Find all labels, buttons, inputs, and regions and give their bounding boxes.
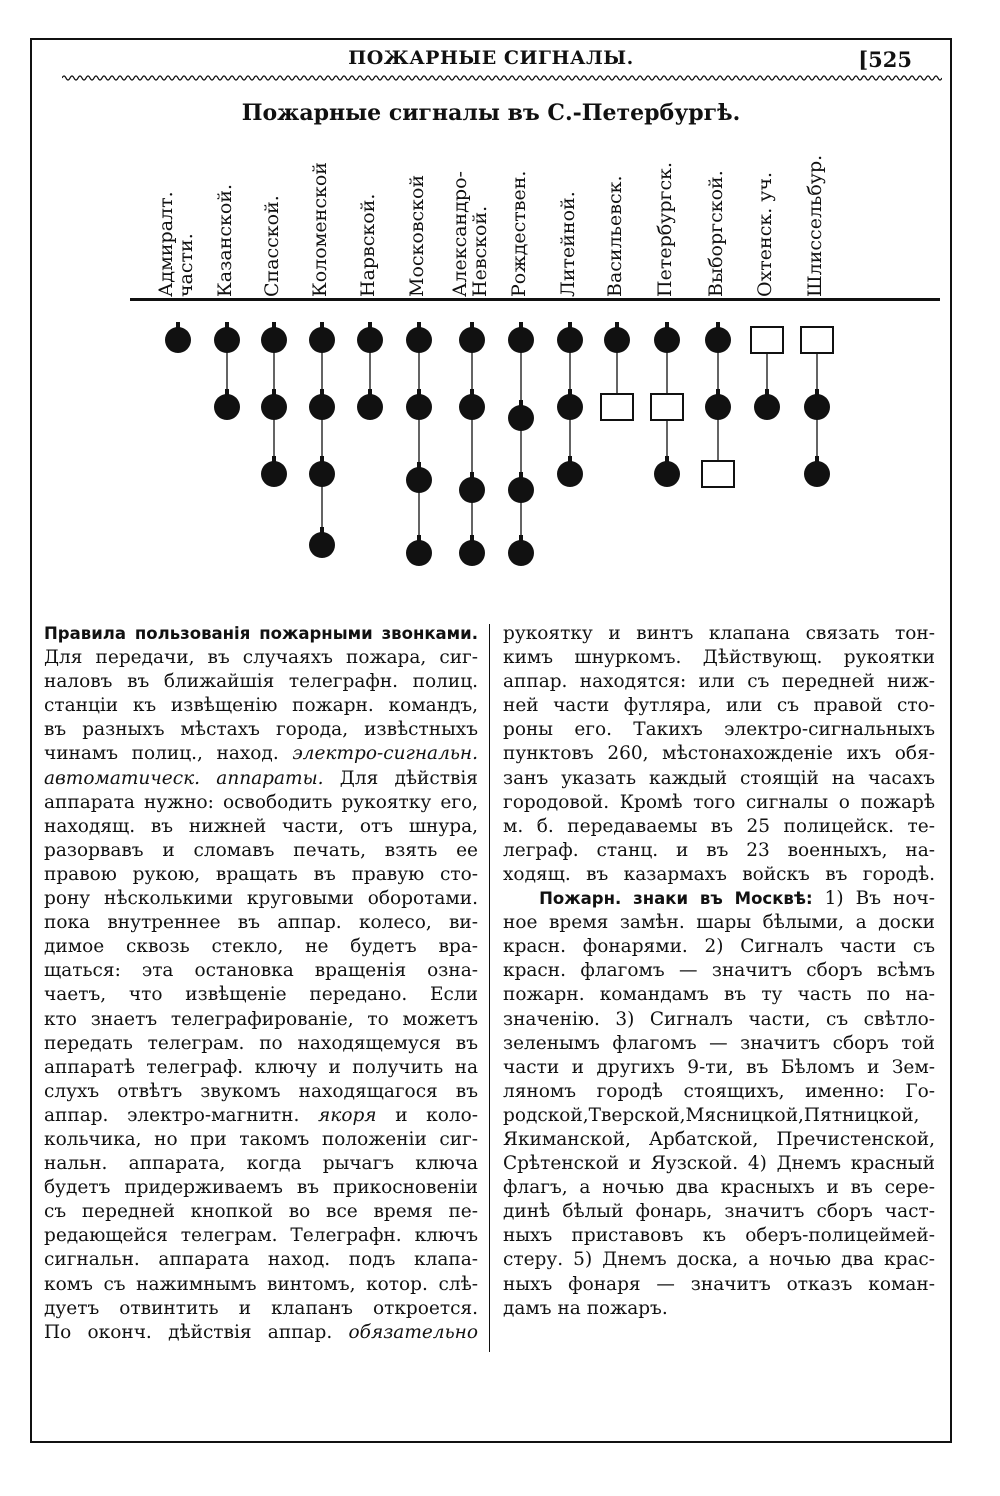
- signal-ball: [357, 389, 383, 420]
- text-line: сигнальн. аппарата наход. подъ клапа-: [44, 1249, 478, 1271]
- text-line: аппар. электро-магнитн. якоря и коло-: [44, 1104, 479, 1126]
- text-line: кимъ шнуркомъ. Дѣйствующ. рукоятки: [503, 647, 935, 669]
- text-line: разорвавъ и сломавъ печать, взять ее: [44, 839, 478, 861]
- signal-ball: [459, 389, 485, 420]
- running-title: ПОЖАРНЫЕ СИГНАЛЫ.: [348, 47, 634, 69]
- signal-ball: [557, 456, 583, 487]
- signal-ball: [406, 322, 432, 353]
- column-header: Спасской.: [261, 195, 283, 297]
- column-header: Шлиссельбур.: [804, 154, 826, 297]
- signal-ball: [508, 322, 534, 353]
- column-header: Васильевск.: [604, 175, 626, 297]
- text-line: флагъ, а ночью два красныхъ и въ сере-: [503, 1177, 935, 1199]
- text-line: стеру. 5) Днемъ доска, а ночью два крас-: [503, 1249, 935, 1271]
- signal-ball: [804, 456, 830, 487]
- text-line: динѣ бѣлый фонарь, значитъ сборъ част-: [503, 1201, 935, 1223]
- signal-ball: [261, 456, 287, 487]
- left-text-column: [44, 622, 478, 1345]
- signal-ball: [309, 527, 335, 558]
- text-line: красн. фонарями. 2) Сигналъ части съ: [503, 936, 935, 958]
- table-title: Пожарные сигналы въ С.-Петербургѣ.: [241, 100, 741, 126]
- text-line: Срѣтенской и Яузской. 4) Днемъ красный: [503, 1153, 935, 1175]
- signal-ball: [406, 535, 432, 566]
- signal-ball: [459, 322, 485, 353]
- column-header: Коломенской: [309, 162, 331, 297]
- text-line: рону нѣсколькими круговыми оборотами.: [44, 888, 478, 910]
- text-line: пожарн. командамъ въ ту часть по на-: [503, 984, 935, 1006]
- signal-ball: [508, 400, 534, 431]
- signal-ball: [654, 322, 680, 353]
- signal-ball: [309, 456, 335, 487]
- signal-ball: [309, 322, 335, 353]
- text-line: занъ указать каждый стоящій на часахъ: [503, 767, 935, 789]
- text-line: роны его. Такихъ электро-сигнальныхъ: [503, 719, 935, 741]
- left-heading: Правила пользованія пожарными звонками.: [44, 624, 478, 643]
- text-line: будетъ придерживаемъ въ прикосновеніи: [44, 1177, 478, 1199]
- text-line: пунктовъ 260, мѣстонахожденіе ихъ обя-: [503, 743, 935, 765]
- text-line: нальн. аппарата, когда рычагъ ключа: [44, 1153, 478, 1175]
- text-line: ней части футляра, или съ правой сто-: [503, 695, 935, 717]
- text-line: чаетъ, что извѣщеніе передано. Если: [44, 984, 478, 1006]
- column-header: Рождествен.: [508, 170, 530, 297]
- signal-ball: [165, 322, 191, 353]
- text-line: Якиманской, Арбатской, Пречистенской,: [503, 1128, 935, 1150]
- signal-ball: [705, 389, 731, 420]
- text-line: правою рукою, вращать въ правую сто-: [44, 863, 478, 885]
- text-line: ное время замѣн. шары бѣлыми, а доски: [503, 912, 935, 934]
- text-line: аппарата нужно: освободить рукоятку его,: [44, 791, 478, 813]
- signal-ball: [214, 389, 240, 420]
- text-line: части и другихъ 9-ти, въ Бѣломъ и Зем-: [503, 1056, 935, 1078]
- signal-ball: [557, 322, 583, 353]
- right-text-column: [503, 622, 935, 1321]
- text-line: чинамъ полиц., наход. электро-сигнальн.: [44, 743, 478, 765]
- column-header: Петербургск.: [654, 161, 676, 297]
- text-line: дуетъ отвинтить и клапанъ откроется.: [44, 1297, 478, 1319]
- signal-ball: [357, 322, 383, 353]
- text-line: находящ. въ нижней части, отъ шнура,: [44, 815, 478, 837]
- text-line: рукоятку и винтъ клапана связать тон-: [503, 623, 935, 644]
- text-line: автоматическ. аппараты. Для дѣйствія: [44, 767, 478, 789]
- text-line: съ передней кнопкой во все время пе-: [44, 1201, 478, 1223]
- text-line: аппаратѣ телеграф. ключу и получить на: [44, 1056, 478, 1078]
- text-line: редающейся телеграм. Телеграфн. ключъ: [44, 1225, 478, 1247]
- signal-ball: [261, 322, 287, 353]
- page-number: [525: [858, 47, 912, 72]
- column-header: Литейной.: [557, 191, 579, 297]
- text-line: ходящ. въ казармахъ войскъ въ городѣ.: [503, 863, 935, 885]
- text-line: дамъ на пожаръ.: [503, 1297, 668, 1319]
- signal-ball: [508, 472, 534, 503]
- text-line: комъ съ нажимнымъ винтомъ, котор. слѣ-: [44, 1273, 478, 1295]
- text-line: кто знаетъ телеграфированіе, то можетъ: [44, 1008, 478, 1030]
- text-line: городовой. Кромѣ того сигналы о пожарѣ: [503, 791, 935, 813]
- text-line: леграф. станц. и въ 23 военныхъ, на-: [503, 839, 935, 861]
- text-line: станціи къ извѣщенію пожарн. командъ,: [44, 695, 478, 717]
- text-line: слухъ отвѣтъ звукомъ находящагося въ: [44, 1080, 478, 1102]
- text-line: пока внутреннее въ аппар. колесо, ви-: [44, 912, 478, 934]
- column-header: Казанской.: [214, 183, 236, 297]
- text-line: родской,Тверской,Мясницкой,Пятницкой,: [503, 1104, 920, 1126]
- column-header: Охтенск. уч.: [754, 171, 776, 297]
- signal-ball: [604, 322, 630, 353]
- text-line: зеленымъ флагомъ — значитъ сборъ той: [503, 1032, 935, 1054]
- signal-ball: [406, 462, 432, 493]
- text-line: ляномъ городѣ стоящихъ, именно: Го-: [503, 1080, 935, 1102]
- text-line: м. б. передаваемы въ 25 полицейск. те-: [503, 815, 935, 837]
- text-line: ныхъ приставовъ къ оберъ-полицеймей-: [503, 1225, 935, 1247]
- text-line: Пожарн. знаки въ Москвѣ: 1) Въ ноч-: [539, 888, 935, 910]
- moscow-heading: Пожарн. знаки въ Москвѣ:: [539, 889, 813, 909]
- signal-ball: [459, 535, 485, 566]
- signal-ball: [459, 472, 485, 503]
- text-line: значенію. 3) Сигналъ части, съ свѣтло-: [503, 1008, 935, 1030]
- signal-board: [702, 461, 734, 487]
- signal-ball: [654, 456, 680, 487]
- text-line: Для передачи, въ случаяхъ пожара, сиг-: [44, 647, 478, 669]
- text-line: По оконч. дѣйствія аппар. обязательно: [44, 1321, 478, 1343]
- text-line: въ разныхъ мѣстахъ города, извѣстныхъ: [44, 719, 478, 741]
- column-header: Адмиралт. части.: [155, 191, 197, 297]
- signal-board: [651, 394, 683, 420]
- text-line: димое сквозь стекло, не будетъ вра-: [44, 936, 478, 958]
- text-line: кольчика, но при такомъ положеніи сиг-: [44, 1128, 478, 1150]
- signal-ball: [804, 389, 830, 420]
- signal-ball: [705, 322, 731, 353]
- column-header: Нарвской.: [357, 193, 379, 297]
- signal-ball: [214, 322, 240, 353]
- text-line: красн. флагомъ — значитъ сборъ всѣмъ: [503, 960, 935, 982]
- signal-ball: [557, 389, 583, 420]
- signal-ball: [754, 389, 780, 420]
- signal-board: [801, 327, 833, 353]
- column-divider: [489, 624, 490, 1352]
- text-line: ныхъ фонаря — значитъ отказъ коман-: [503, 1273, 935, 1295]
- column-header: Александро- Невской.: [449, 171, 491, 297]
- column-header: Выборгской.: [705, 170, 727, 297]
- signal-board: [601, 394, 633, 420]
- text-line: аппар. находятся: или съ передней ниж-: [503, 671, 935, 693]
- signal-ball: [261, 389, 287, 420]
- text-line: передать телеграм. по находящемуся въ: [44, 1032, 478, 1054]
- text-line: щаться: эта остановка вращенія озна-: [44, 960, 478, 982]
- signals-diagram: [0, 0, 1000, 600]
- text-line: наловъ въ ближайшія телеграфн. полиц.: [44, 671, 478, 693]
- signal-ball: [508, 535, 534, 566]
- signal-ball: [309, 389, 335, 420]
- signal-ball: [406, 389, 432, 420]
- column-header: Московской: [406, 174, 428, 297]
- signal-board: [751, 327, 783, 353]
